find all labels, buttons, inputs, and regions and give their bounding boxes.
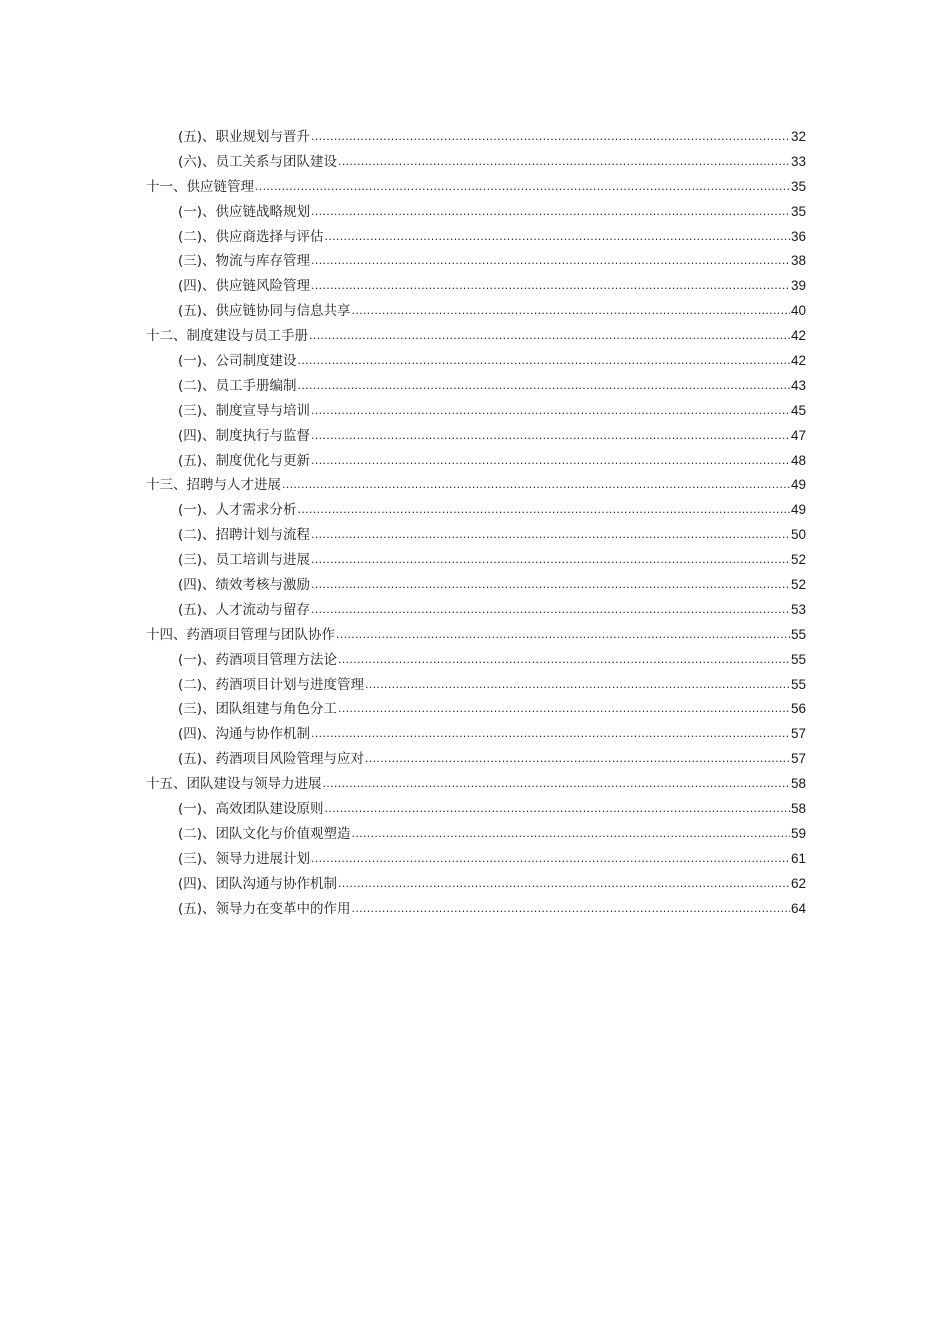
toc-page-number: 50	[790, 527, 806, 543]
toc-entry-title: (一)、公司制度建设	[178, 353, 297, 370]
toc-dot-leader	[311, 572, 790, 598]
toc-page-number: 57	[790, 751, 806, 767]
toc-entry-title: (三)、领导力进展计划	[178, 850, 311, 867]
toc-dot-leader	[311, 124, 790, 150]
toc-page-number: 35	[790, 203, 806, 219]
toc-dot-leader	[311, 522, 790, 548]
toc-entry-title: (一)、药酒项目管理方法论	[178, 651, 338, 668]
toc-chapter-entry[interactable]	[146, 623, 806, 648]
toc-page-number: 55	[790, 651, 806, 667]
toc-dot-leader	[325, 224, 790, 250]
toc-entry-title: (六)、员工关系与团队建设	[178, 153, 338, 170]
toc-chapter-entry[interactable]	[146, 175, 806, 200]
toc-section-entry[interactable]	[146, 673, 806, 698]
toc-page-number: 40	[790, 303, 806, 319]
toc-page-number: 58	[790, 776, 806, 792]
toc-page-number: 35	[790, 178, 806, 194]
toc-entry-title: (一)、人才需求分析	[178, 502, 297, 519]
toc-dot-leader	[325, 796, 790, 822]
toc-dot-leader	[311, 448, 790, 474]
toc-entry-title: (四)、绩效考核与激励	[178, 577, 311, 594]
toc-section-entry[interactable]	[146, 299, 806, 324]
toc-section-entry[interactable]	[146, 523, 806, 548]
toc-dot-leader	[336, 622, 790, 648]
toc-section-entry[interactable]	[146, 747, 806, 772]
toc-page-number: 52	[790, 577, 806, 593]
toc-entry-title: (五)、职业规划与晋升	[178, 129, 311, 145]
toc-dot-leader	[311, 273, 790, 299]
toc-dot-leader	[311, 398, 790, 424]
toc-section-entry[interactable]	[146, 498, 806, 523]
toc-section-entry[interactable]	[146, 150, 806, 175]
toc-entry-title: (三)、团队组建与角色分工	[178, 701, 338, 718]
toc-section-entry[interactable]	[146, 897, 806, 922]
toc-chapter-entry[interactable]	[146, 324, 806, 349]
toc-page-number: 49	[790, 477, 806, 493]
toc-dot-leader	[338, 149, 790, 175]
toc-dot-leader	[311, 846, 790, 872]
toc-dot-leader	[298, 497, 790, 523]
toc-entry-title: (三)、员工培训与进展	[178, 552, 311, 569]
toc-entry-title: (五)、制度优化与更新	[178, 452, 311, 469]
toc-dot-leader	[255, 174, 790, 200]
toc-dot-leader	[365, 672, 790, 698]
toc-page-number: 58	[790, 801, 806, 817]
toc-entry-title: (四)、团队沟通与协作机制	[178, 875, 338, 892]
toc-dot-leader	[352, 896, 790, 922]
toc-entry-title: 十三、招聘与人才进展	[146, 477, 281, 494]
toc-page-number: 55	[790, 626, 806, 642]
toc-section-entry[interactable]	[146, 449, 806, 474]
toc-section-entry[interactable]	[146, 200, 806, 225]
toc-entry-title: (三)、制度宣导与培训	[178, 402, 311, 419]
toc-dot-leader	[282, 472, 790, 498]
toc-entry-title: (四)、沟通与协作机制	[178, 726, 311, 743]
toc-page-number: 61	[790, 850, 806, 866]
toc-dot-leader	[298, 348, 790, 374]
toc-dot-leader	[338, 647, 790, 673]
toc-entry-title: 十四、药酒项目管理与团队协作	[146, 626, 335, 643]
toc-dot-leader	[311, 547, 790, 573]
toc-section-entry[interactable]	[146, 125, 806, 150]
toc-page-number: 38	[790, 253, 806, 269]
toc-entry-title: 十一、供应链管理	[146, 178, 254, 195]
toc-page-number: 49	[790, 502, 806, 518]
toc-chapter-entry[interactable]	[146, 772, 806, 797]
toc-section-entry[interactable]	[146, 722, 806, 747]
toc-page-number: 45	[790, 402, 806, 418]
toc-dot-leader	[311, 721, 790, 747]
toc-page-number: 55	[790, 676, 806, 692]
toc-section-entry[interactable]	[146, 548, 806, 573]
toc-entry-title: (一)、供应链战略规划	[178, 203, 311, 220]
toc-dot-leader	[311, 423, 790, 449]
toc-entry-title: 十五、团队建设与领导力进展	[146, 776, 322, 793]
toc-entry-title: (二)、团队文化与价值观塑造	[178, 825, 351, 842]
toc-dot-leader	[309, 323, 790, 349]
toc-section-entry[interactable]	[146, 598, 806, 623]
toc-dot-leader	[352, 821, 790, 847]
table-of-contents	[146, 125, 806, 922]
toc-section-entry[interactable]	[146, 797, 806, 822]
toc-entry-title: (一)、高效团队建设原则	[178, 801, 324, 818]
toc-section-entry[interactable]	[146, 349, 806, 374]
toc-dot-leader	[311, 597, 790, 623]
toc-chapter-entry[interactable]	[146, 473, 806, 498]
toc-page-number: 33	[790, 153, 806, 169]
toc-dot-leader	[298, 373, 790, 399]
toc-dot-leader	[338, 871, 790, 897]
toc-page-number: 48	[790, 452, 806, 468]
toc-page-number: 64	[790, 900, 806, 916]
toc-entry-title: (四)、供应链风险管理	[178, 278, 311, 295]
toc-page-number: 43	[790, 377, 806, 393]
toc-entry-title: (四)、制度执行与监督	[178, 427, 311, 444]
toc-entry-title: (二)、药酒项目计划与进度管理	[178, 676, 365, 693]
toc-page-number: 42	[790, 328, 806, 344]
toc-dot-leader	[365, 746, 790, 772]
toc-dot-leader	[311, 248, 790, 274]
toc-section-entry[interactable]	[146, 225, 806, 250]
toc-section-entry[interactable]	[146, 648, 806, 673]
toc-entry-title: (五)、领导力在变革中的作用	[178, 900, 351, 917]
toc-entry-title: (二)、招聘计划与流程	[178, 527, 311, 544]
toc-entry-title: (五)、药酒项目风险管理与应对	[178, 751, 365, 768]
toc-page-number: 42	[790, 353, 806, 369]
toc-section-entry[interactable]	[146, 374, 806, 399]
toc-entry-title: (三)、物流与库存管理	[178, 253, 311, 270]
toc-page-number: 39	[790, 278, 806, 294]
toc-page-number: 32	[790, 129, 806, 144]
toc-entry-title: 十二、制度建设与员工手册	[146, 328, 308, 345]
toc-section-entry[interactable]	[146, 424, 806, 449]
toc-entry-title: (五)、人才流动与留存	[178, 601, 311, 618]
toc-section-entry[interactable]	[146, 399, 806, 424]
toc-dot-leader	[311, 199, 790, 225]
toc-section-entry[interactable]	[146, 847, 806, 872]
toc-dot-leader	[338, 696, 790, 722]
toc-section-entry[interactable]	[146, 249, 806, 274]
toc-section-entry[interactable]	[146, 872, 806, 897]
toc-entry-title: (五)、供应链协同与信息共享	[178, 303, 351, 320]
toc-section-entry[interactable]	[146, 274, 806, 299]
toc-dot-leader	[352, 298, 790, 324]
toc-section-entry[interactable]	[146, 822, 806, 847]
toc-section-entry[interactable]	[146, 573, 806, 598]
toc-page-number: 47	[790, 427, 806, 443]
toc-page-number: 53	[790, 601, 806, 617]
toc-entry-title: (二)、员工手册编制	[178, 377, 297, 394]
toc-page-number: 62	[790, 875, 806, 891]
toc-entry-title: (二)、供应商选择与评估	[178, 228, 324, 245]
toc-page-number: 36	[790, 228, 806, 244]
toc-page-number: 56	[790, 701, 806, 717]
toc-page-number: 57	[790, 726, 806, 742]
toc-page-number: 52	[790, 552, 806, 568]
toc-section-entry[interactable]	[146, 697, 806, 722]
toc-dot-leader	[323, 771, 790, 797]
toc-page-number: 59	[790, 825, 806, 841]
